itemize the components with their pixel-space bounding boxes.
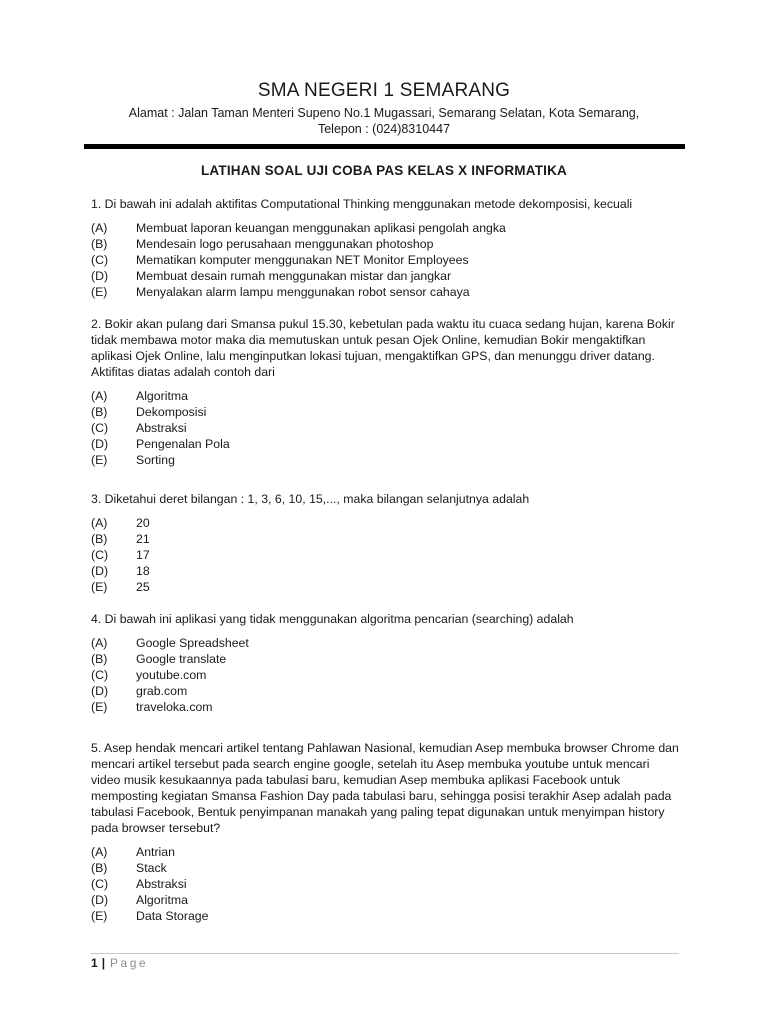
option-letter: (E) xyxy=(91,580,108,594)
option-c xyxy=(91,876,681,892)
option-letter: (C) xyxy=(91,548,109,562)
document-title: LATIHAN SOAL UJI COBA PAS KELAS X INFORMATIKA xyxy=(200,163,567,178)
option-text: Abstraksi xyxy=(136,877,187,891)
option-text: Stack xyxy=(136,861,167,875)
school-name: SMA NEGERI 1 SEMARANG xyxy=(257,80,511,101)
option-letter: (B) xyxy=(91,405,108,419)
question-text: 1. Di bawah ini adalah aktifitas Computational Thinking menggunakan metode dekomposisi, kecuali xyxy=(91,197,633,211)
option-e xyxy=(91,452,681,468)
option-text: Menyalakan alarm lampu menggunakan robot sensor cahaya xyxy=(136,285,470,299)
option-a xyxy=(91,515,681,531)
option-letter: (E) xyxy=(91,909,108,923)
option-text: Antrian xyxy=(136,845,175,859)
option-c xyxy=(91,667,681,683)
option-letter: (E) xyxy=(91,453,108,467)
page-separator: | xyxy=(101,956,106,970)
option-text: Data Storage xyxy=(136,909,209,923)
option-text: traveloka.com xyxy=(136,700,213,714)
option-b xyxy=(91,651,681,667)
page-label: Page xyxy=(110,956,149,970)
option-b xyxy=(91,404,681,420)
question-text: 3. Diketahui deret bilangan : 1, 3, 6, 10, 15,..., maka bilangan selanjutnya adalah xyxy=(91,492,530,506)
page-number: 1 xyxy=(91,956,98,970)
option-letter: (D) xyxy=(91,564,109,578)
option-letter: (B) xyxy=(91,237,108,251)
phone-line: Telepon : (024)8310447 xyxy=(317,122,451,136)
option-e xyxy=(91,908,681,924)
option-letter: (E) xyxy=(91,285,108,299)
option-text: 25 xyxy=(136,580,150,594)
question-text: 5. Asep hendak mencari artikel tentang Pahlawan Nasional, kemudian Asep membuka browser Chrome dan mencari artikel tersebut pada search engine google, setelah itu Asep membuka youtube untuk mencari video musik kesukaannya pada tabulasi baru, kemudian Asep membuka aplikasi Facebook untuk memposting kegiatan Smansa Fashion Day pada tabulasi baru, sehingga posisi terakhir Asep adalah pada tabulasi Facebook, Bentuk penyimpanan manakah yang paling tepat digunakan untuk menyimpan history pada browser tersebut? xyxy=(91,741,679,835)
question-text: 4. Di bawah ini aplikasi yang tidak menggunakan algoritma pencarian (searching) adalah xyxy=(91,612,574,626)
question-4 xyxy=(91,611,681,715)
option-text: Pengenalan Pola xyxy=(136,437,230,451)
option-text: Algoritma xyxy=(136,893,188,907)
option-text: grab.com xyxy=(136,684,188,698)
option-a xyxy=(91,220,681,236)
address-line: Alamat : Jalan Taman Menteri Supeno No.1 Mugassari, Semarang Selatan, Kota Semarang, xyxy=(128,106,640,120)
option-text: Sorting xyxy=(136,453,175,467)
option-d xyxy=(91,563,681,579)
option-a xyxy=(91,388,681,404)
option-letter: (B) xyxy=(91,652,108,666)
question-1 xyxy=(91,196,681,300)
option-text: Algoritma xyxy=(136,389,188,403)
option-letter: (B) xyxy=(91,532,108,546)
question-2 xyxy=(91,316,681,468)
footer-divider xyxy=(91,953,679,954)
option-letter: (E) xyxy=(91,700,108,714)
question-5 xyxy=(91,740,681,924)
option-letter: (C) xyxy=(91,668,109,682)
option-d xyxy=(91,436,681,452)
page-footer xyxy=(91,956,148,970)
option-text: Mendesain logo perusahaan menggunakan photoshop xyxy=(136,237,434,251)
option-d xyxy=(91,892,681,908)
option-b xyxy=(91,860,681,876)
option-list xyxy=(91,220,681,300)
option-letter: (B) xyxy=(91,861,108,875)
option-letter: (D) xyxy=(91,684,109,698)
option-letter: (A) xyxy=(91,221,108,235)
option-text: 21 xyxy=(136,532,150,546)
option-text: Google Spreadsheet xyxy=(136,636,249,650)
option-e xyxy=(91,579,681,595)
option-text: youtube.com xyxy=(136,668,207,682)
option-letter: (D) xyxy=(91,437,109,451)
option-text: Mematikan komputer menggunakan NET Monitor Employees xyxy=(136,253,469,267)
option-list xyxy=(91,844,681,924)
option-letter: (A) xyxy=(91,516,108,530)
option-list xyxy=(91,635,681,715)
option-d xyxy=(91,683,681,699)
option-text: Abstraksi xyxy=(136,421,187,435)
option-letter: (A) xyxy=(91,636,108,650)
option-letter: (D) xyxy=(91,893,109,907)
option-list xyxy=(91,388,681,468)
option-text: 20 xyxy=(136,516,150,530)
option-b xyxy=(91,531,681,547)
option-c xyxy=(91,420,681,436)
option-e xyxy=(91,699,681,715)
option-letter: (C) xyxy=(91,253,109,267)
question-3 xyxy=(91,491,681,595)
option-b xyxy=(91,236,681,252)
option-list xyxy=(91,515,681,595)
question-text: 2. Bokir akan pulang dari Smansa pukul 15.30, kebetulan pada waktu itu cuaca sedang hujan, karena Bokir tidak membawa motor maka dia memutuskan untuk pesan Ojek Online, kemudian Bokir mengaktifkan aplikasi Ojek Online, lalu menginputkan lokasi tujuan, mengaktifkan GPS, dan menunggu driver datang. Aktifitas diatas adalah contoh dari xyxy=(91,317,675,379)
school-address xyxy=(0,105,768,137)
option-text: Membuat desain rumah menggunakan mistar dan jangkar xyxy=(136,269,452,283)
option-text: Google translate xyxy=(136,652,227,666)
option-d xyxy=(91,268,681,284)
option-text: 17 xyxy=(136,548,150,562)
option-letter: (A) xyxy=(91,389,108,403)
option-c xyxy=(91,547,681,563)
header-divider xyxy=(84,144,685,149)
option-c xyxy=(91,252,681,268)
option-text: Dekomposisi xyxy=(136,405,207,419)
option-letter: (C) xyxy=(91,421,109,435)
option-letter: (C) xyxy=(91,877,109,891)
option-text: 18 xyxy=(136,564,150,578)
option-a xyxy=(91,844,681,860)
option-a xyxy=(91,635,681,651)
option-letter: (A) xyxy=(91,845,108,859)
option-e xyxy=(91,284,681,300)
option-text: Membuat laporan keuangan menggunakan aplikasi pengolah angka xyxy=(136,221,506,235)
option-letter: (D) xyxy=(91,269,109,283)
